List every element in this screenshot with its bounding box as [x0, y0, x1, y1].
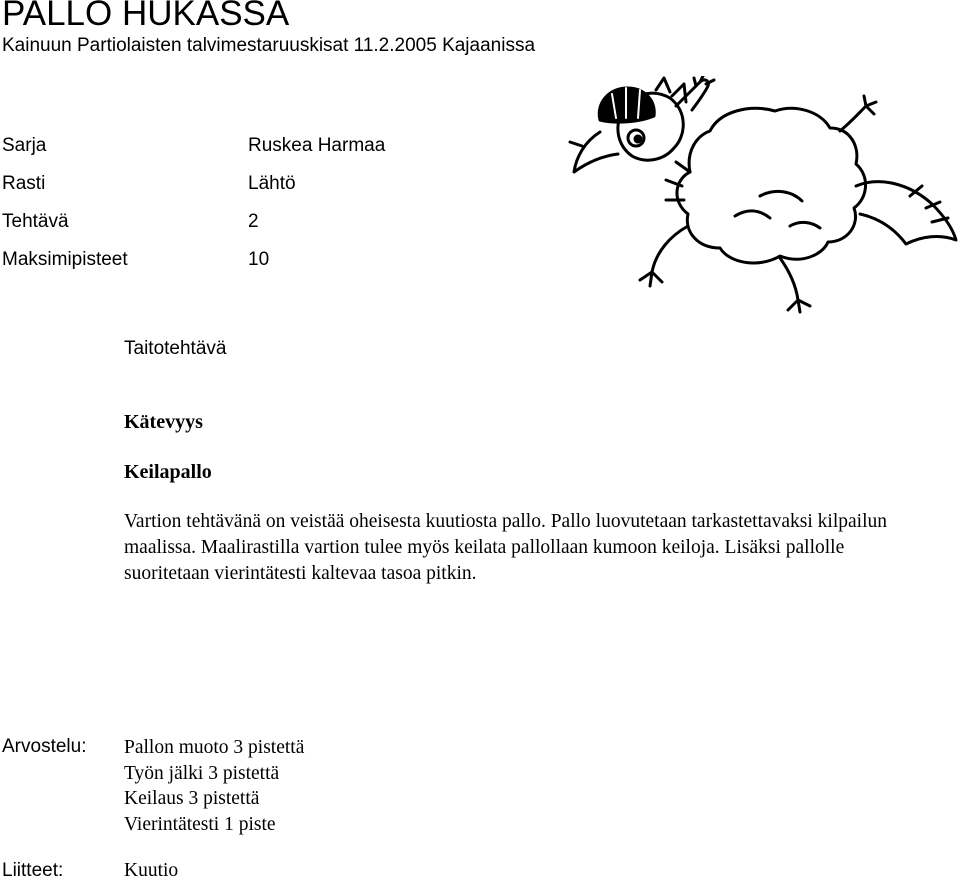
info-value-rasti: Lähtö — [248, 173, 296, 194]
task-name: Keilapallo — [124, 461, 212, 483]
info-value-maksimipisteet: 10 — [248, 249, 270, 270]
info-value-sarja: Ruskea Harmaa — [248, 135, 386, 156]
grading-criterion: Pallon muoto 3 pistettä — [124, 737, 305, 758]
info-label-maksimipisteet: Maksimipisteet — [2, 249, 128, 270]
task-type: Taitotehtävä — [124, 338, 227, 359]
page-subtitle: Kainuun Partiolaisten talvimestaruuskisat 11.2.2005 Kajaanissa — [2, 35, 536, 56]
grading-label: Arvostelu: — [2, 736, 87, 757]
grading-criterion: Keilaus 3 pistettä — [124, 788, 260, 809]
attachments-label: Liitteet: — [2, 860, 64, 881]
cartoon-animal-icon — [560, 76, 960, 346]
page-title: PALLO HUKASSA — [2, 0, 290, 33]
attachments-value: Kuutio — [124, 860, 179, 881]
grading-criteria-list — [124, 735, 304, 837]
task-description: Vartion tehtävänä on veistää oheisesta kuutiosta pallo. Pallo luovutetaan tarkastettavaksi kilpailun maalissa. Maalirastilla vartion tulee myös keilata pallollaan kumoon keiloja. Lisäksi pallolle suoritetaan vierintätesti kaltevaa tasoa pitkin. — [124, 511, 888, 584]
grading-criterion: Vierintätesti 1 piste — [124, 813, 276, 835]
info-label-sarja: Sarja — [2, 135, 47, 156]
info-label-rasti: Rasti — [2, 173, 46, 194]
info-value-tehtava: 2 — [248, 211, 259, 232]
task-category: Kätevyys — [124, 411, 203, 433]
info-label-tehtava: Tehtävä — [2, 211, 69, 232]
grading-criterion: Työn jälki 3 pistettä — [124, 762, 280, 784]
